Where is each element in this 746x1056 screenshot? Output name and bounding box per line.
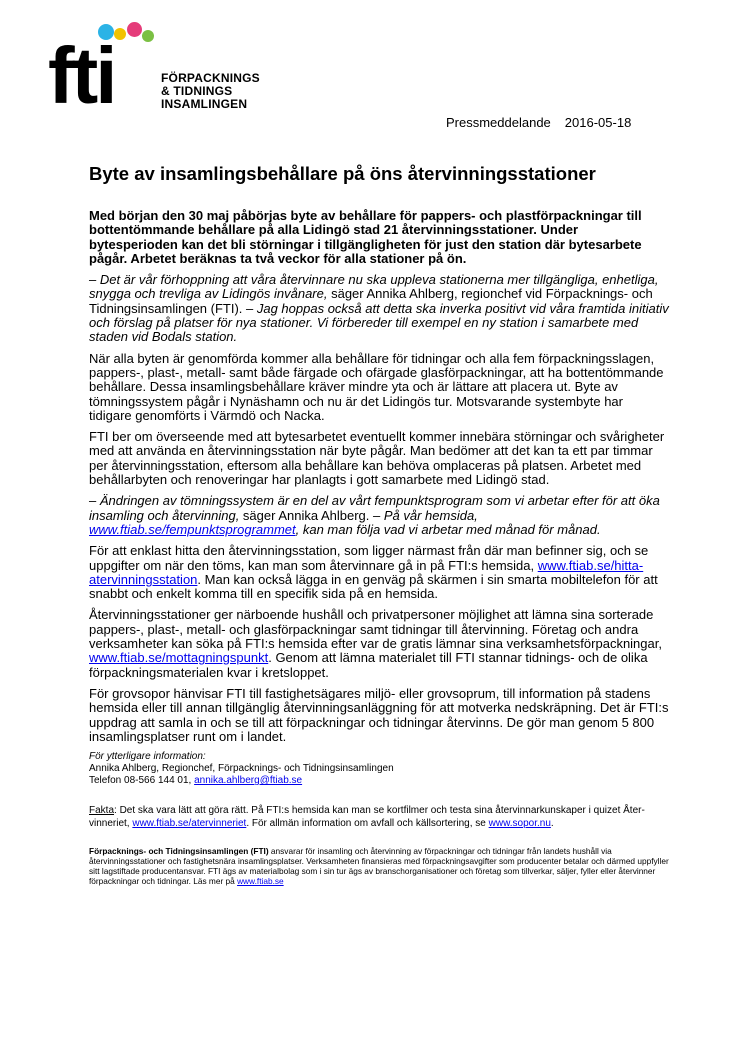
quote2-italic-a: – Ändringen av tömningssystem är en del av vårt fempunktsprogram som vi arbetar efter för att öka insamling och återvinning, (89, 493, 660, 523)
document-meta (446, 115, 631, 130)
ftiab-link[interactable]: www.ftiab.se (237, 876, 284, 887)
body-paragraph-3: FTI ber om överseende med att bytesarbetet eventuellt kommer innebära störningar och svårigheter med att använda en återvinningsstation när byte pågår. Man bedömer att det kan ta ett par timmar per återvinningsstation, eftersom alla behållare kan behöva omplaceras på platsen. Arbetet med behållarbyten och renoveringar har planlagts i gott samarbete med Lidingö stad. (89, 429, 665, 488)
contact-person: Annika Ahlberg, Regionchef, Förpacknings- och Tidningsinsamlingen (89, 763, 394, 775)
quote2-italic-b: – På vår hemsida, (373, 507, 478, 523)
mottagningspunkt-link[interactable]: www.ftiab.se/mottagningspunkt (89, 650, 269, 666)
about-org-name: Förpacknings- och Tidningsinsamlingen (FTI) (89, 846, 269, 857)
logo-dot-pink (127, 22, 142, 37)
para5-text-b: . Man kan också lägga in en genväg på skärmen i sin smarta mobiltelefon för att snabbt och enkelt komma till en specifik sida på en hemsida. (89, 571, 658, 602)
fakta-text-a: : Det ska vara lätt att göra rätt. På FTI:s hemsida kan man se kortfilmer och testa sina återvinnarkunskaper i quizet Åter-vinneriet, (89, 805, 645, 829)
para6-text-a: Återvinningsstationer ger närboende hushåll och privatpersoner möjlighet att lämna sina sorterade pappers-, plast-, metall- och glasförpackningar samt tidningar till återvinning. Företag och andra verksamheter kan söka på FTI:s hemsida efter var de gratis lämnar sina verksamhetsförpackningar, (89, 607, 662, 652)
contact-heading: För ytterligare information: (89, 751, 206, 763)
logo-org-line-3: INSAMLINGEN (161, 97, 248, 111)
logo-dot-yellow (114, 28, 126, 40)
document-type: Pressmeddelande (446, 115, 551, 130)
fti-logo (48, 22, 288, 122)
fakta-text-b: . För allmän information om avfall och källsortering, se (246, 817, 489, 829)
fakta-block (89, 805, 669, 830)
quote-paragraph-1 (89, 273, 669, 344)
quote2-italic-c: , kan man följa vad vi arbetar med månad för månad. (295, 521, 601, 537)
body-paragraph-5 (89, 544, 669, 601)
quote2-plain: säger Annika Ahlberg. (239, 507, 374, 523)
fakta-label: Fakta (89, 805, 115, 817)
page-title: Byte av insamlingsbehållare på öns återvinningsstationer (89, 163, 596, 184)
quote1-italic-b: – Jag hoppas också att detta ska inverka positivt vid våra framtida initiativ och förslag på platser för nya stationer. Vi förbereder till exempel en ny station i samarbete med staden vid Bodals station. (89, 300, 669, 345)
about-text: ansvarar för insamling och återvinning av förpackningar och tidningar från landets hushåll via återvinningsstationer och fastighetsnära insamlingsplatser. Verksamheten finansieras med förpackningsavgifter som producenter betalar och därmed uppfyller sitt lagstiftade producentansvar. FTI ägs av materialbolag som i sin tur ägs av branschorganisationer och företag som tillverkar, säljer, fyller eller återvinner förpackningar och tidningar. Läs mer på (89, 846, 669, 887)
body-paragraph-2: När alla byten är genomförda kommer alla behållare för tidningar och alla fem förpackningsslagen, pappers-, plast-, metall- samt både färgade och ofärgade glasförpackningar, att ha bottentömmande behållare. Dessa insamlingsbehållare kräver mindre yta och är lättare att placera ut. Byte av tömningssystem pågår i Nynäshamn och nu är det Lidingös tur. Motsvarande systembyte har tidigare genomförts i Värmdö och Nacka. (89, 350, 664, 423)
quote1-italic-a: – Det är vår förhoppning att våra återvinnare nu ska uppleva stationerna mer tillgängliga, enhetliga, snygga och trevliga av Lidingös invånare, (89, 272, 659, 302)
fakta-text-c: . (550, 817, 554, 829)
logo-wordmark: fti (48, 31, 115, 120)
para6-text-b: . Genom att lämna materialet till FTI stannar tidnings- och de olika förpackningsmaterialen kvar i kretsloppet. (89, 650, 648, 680)
contact-email-link[interactable]: annika.ahlberg@ftiab.se (194, 775, 303, 787)
atervinneriet-link[interactable]: www.ftiab.se/atervinneriet (132, 817, 247, 829)
body-paragraph-7: För grovsopor hänvisar FTI till fastighetsägares miljö- eller grovsoprum, till information på stadens hemsida eller till annan tillgänglig återvinningsanläggning för att motverka nedskräpning. Det är FTI:s uppdrag att samla in och se till att förpackningar och tidningar återvinns. De gör man genom 5 800 insamlingsplatser runt om i landet. (89, 685, 669, 744)
sopor-link[interactable]: www.sopor.nu (488, 817, 551, 829)
contact-phone: Telefon 08-566 144 01, (89, 775, 195, 787)
logo-org-name (161, 72, 260, 111)
hitta-atervinningsstation-link[interactable]: www.ftiab.se/hitta-atervinningsstation (89, 557, 644, 587)
quote-paragraph-2 (89, 494, 669, 537)
lead-paragraph: Med början den 30 maj påbörjas byte av behållare för pappers- och plastförpackningar till bottentömmande behållare på alla Lidingö stad 21 återvinningsstationer. Under bytesperioden kan det bli störningar i tillgängligheten för just den station där bytesarbete pågår. Arbetet beräknas ta två veckor för alla stationer på ön. (89, 208, 642, 266)
press-release-body (89, 209, 669, 886)
contact-block (89, 751, 669, 787)
para5-text-a: För att enklast hitta den återvinningsstation, som ligger närmast från där man befinner sig, och se uppgifter om när den töms, kan man som återvinnare gå in på FTI:s hemsida, (89, 543, 649, 573)
logo-org-line-2: & TIDNINGS (161, 84, 233, 98)
body-paragraph-6 (89, 608, 669, 679)
contact-phone-line (89, 775, 669, 787)
logo-dot-green (142, 30, 154, 42)
logo-org-line-1: FÖRPACKNINGS (161, 71, 260, 85)
about-fti-block (89, 846, 669, 886)
quote1-plain: säger Annika Ahlberg, regionchef vid Förpacknings- och Tidningsinsamlingen (FTI). (89, 286, 653, 316)
fempunktsprogrammet-link[interactable]: www.ftiab.se/fempunktsprogrammet (89, 521, 296, 537)
document-date: 2016-05-18 (564, 115, 632, 130)
